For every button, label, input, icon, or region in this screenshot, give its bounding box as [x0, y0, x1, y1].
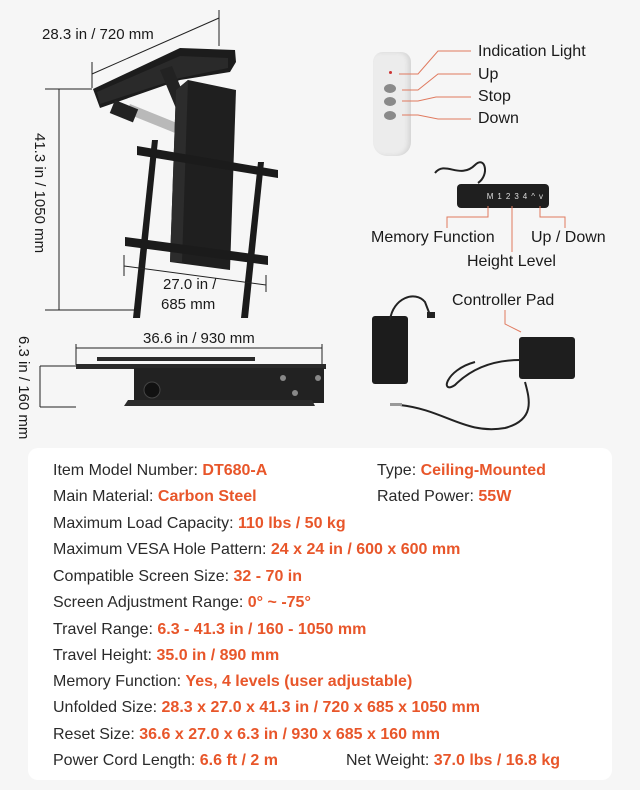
stop-label: Stop: [478, 88, 511, 105]
spec-value: 0° ~ -75°: [247, 594, 311, 611]
spec-value: 110 lbs / 50 kg: [237, 515, 346, 532]
spec-unfolded: [53, 699, 480, 717]
spec-key: Power Cord Length:: [53, 752, 200, 769]
indication-light-icon: [389, 71, 392, 74]
adapter-cable: [385, 290, 465, 330]
spec-value: 36.6 x 27.0 x 6.3 in / 930 x 685 x 160 mm: [139, 726, 440, 743]
spec-key: Unfolded Size:: [53, 699, 162, 716]
bracket-width-label-2: 685 mm: [161, 296, 216, 313]
down-label: Down: [478, 110, 519, 127]
spec-value: 6.6 ft / 2 m: [199, 752, 278, 769]
spec-key: Travel Height:: [53, 647, 157, 664]
mount-height-label: 41.3 in / 1050 mm: [31, 133, 48, 254]
remote-stop-button[interactable]: [384, 97, 396, 106]
spec-key: Item Model Number:: [53, 462, 203, 479]
spec-value: 37.0 lbs / 16.8 kg: [433, 752, 561, 769]
spec-travel-height: [53, 647, 279, 665]
keypad-key-memory[interactable]: M: [486, 191, 494, 201]
up-down-label: Up / Down: [531, 229, 606, 246]
mount-width-label: 28.3 in / 720 mm: [42, 26, 154, 43]
indication-light-label: Indication Light: [478, 43, 586, 60]
spec-load: [53, 515, 346, 533]
spec-cord: [53, 752, 278, 770]
spec-material: [53, 488, 257, 506]
remote-up-button[interactable]: [384, 84, 396, 93]
spec-memory: [53, 673, 412, 691]
up-label: Up: [478, 66, 499, 83]
spec-value: 28.3 x 27.0 x 41.3 in / 720 x 685 x 1050 mm: [161, 699, 480, 716]
spec-key: Screen Adjustment Range:: [53, 594, 248, 611]
spec-value: 35.0 in / 890 mm: [156, 647, 280, 664]
mount-illustration: [0, 0, 340, 320]
keypad-cable: [430, 155, 490, 185]
spec-value: 6.3 - 41.3 in / 160 - 1050 mm: [157, 621, 367, 638]
remote-down-button[interactable]: [384, 111, 396, 120]
spec-travel-range: [53, 621, 366, 639]
height-level-label: Height Level: [467, 253, 556, 270]
keypad-key-up[interactable]: ^: [531, 191, 535, 201]
keypad-key-down[interactable]: v: [539, 191, 543, 201]
bracket-width-label-1: 27.0 in /: [163, 276, 217, 293]
spec-value: 55W: [478, 488, 512, 505]
spec-value: Yes, 4 levels (user adjustable): [185, 673, 413, 690]
spec-vesa: [53, 541, 460, 559]
keypad-key-2[interactable]: 2: [505, 191, 511, 201]
spec-power: [377, 488, 511, 506]
spec-key: Main Material:: [53, 488, 158, 505]
spec-screen: [53, 568, 302, 586]
spec-key: Net Weight:: [346, 752, 434, 769]
spec-model: [53, 462, 267, 480]
spec-key: Compatible Screen Size:: [53, 568, 234, 585]
spec-adjust: [53, 594, 311, 612]
keypad-key-3[interactable]: 3: [514, 191, 519, 201]
spec-type: [377, 462, 546, 480]
spec-value: 32 - 70 in: [233, 568, 303, 585]
memory-function-label: Memory Function: [371, 229, 495, 246]
spec-key: Reset Size:: [53, 726, 140, 743]
controller-cables: [385, 340, 585, 440]
spec-value: DT680-A: [202, 462, 268, 479]
spec-key: Maximum Load Capacity:: [53, 515, 238, 532]
spec-weight: [346, 752, 560, 770]
keypad-key-4[interactable]: 4: [522, 191, 528, 201]
controller-callout-line: [503, 310, 543, 340]
keypad-key-1[interactable]: 1: [497, 191, 502, 201]
folded-height-label: 6.3 in / 160 mm: [15, 336, 32, 440]
spec-key: Rated Power:: [377, 488, 479, 505]
spec-key: Maximum VESA Hole Pattern:: [53, 541, 271, 558]
spec-value: Carbon Steel: [157, 488, 257, 505]
spec-key: Memory Function:: [53, 673, 186, 690]
spec-key: Type:: [377, 462, 421, 479]
spec-value: 24 x 24 in / 600 x 600 mm: [270, 541, 461, 558]
spec-reset: [53, 726, 440, 744]
spec-key: Travel Range:: [53, 621, 158, 638]
controller-pad-label: Controller Pad: [452, 292, 555, 309]
spec-value: Ceiling-Mounted: [420, 462, 546, 479]
folded-length-label: 36.6 in / 930 mm: [143, 330, 255, 347]
